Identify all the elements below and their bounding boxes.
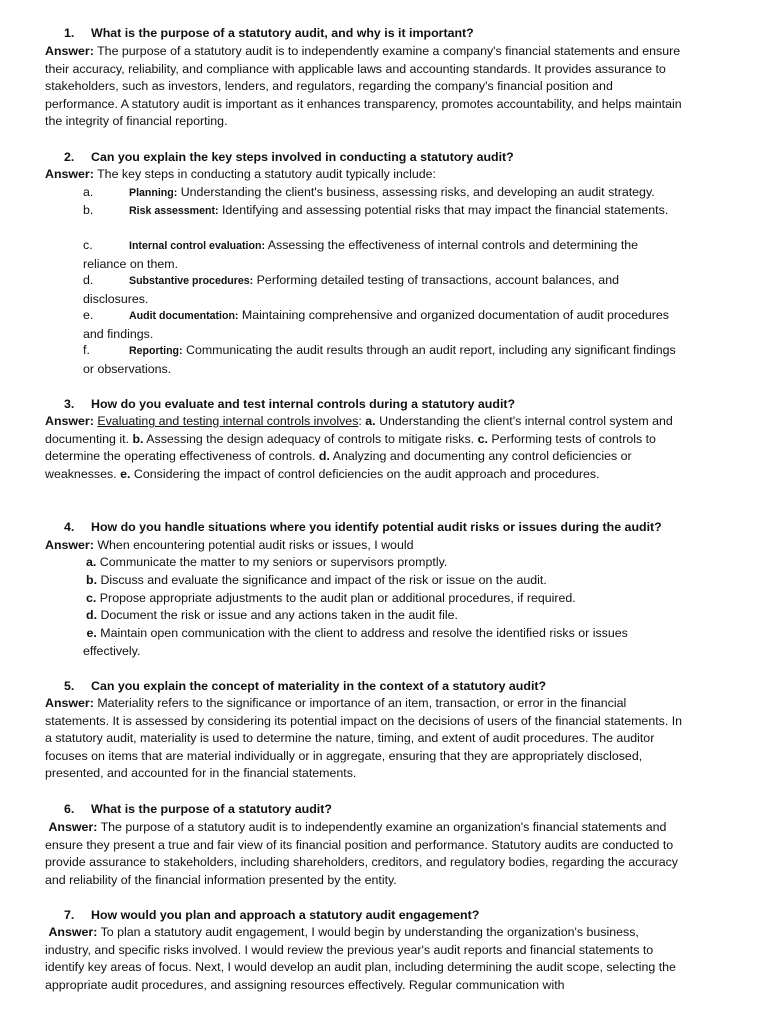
question-text: What is the purpose of a statutory audit, and why is it important? (91, 26, 474, 40)
part-letter: b. (132, 431, 144, 446)
answer-lead: Evaluating and testing internal controls involves (97, 414, 359, 428)
question-number: 1. (64, 26, 75, 40)
item-term: Audit documentation: (129, 310, 239, 322)
part-letter: c. (477, 431, 488, 446)
item-letter: c. (83, 238, 93, 252)
list-item (86, 607, 676, 625)
answer-text: The purpose of a statutory audit is to independently examine an organization's financial statements and ensure they present a true and fair view of its financial position and performance. Statutory audits are conducted to provide assurance to stakeholders, including shareholders, creditors, and regulatory bodies, regarding the accuracy and reliability of the financial information presented by the entity. (45, 820, 678, 887)
question-4 (64, 519, 662, 537)
question-text: What is the purpose of a statutory audit? (91, 802, 332, 816)
answer-text: The key steps in conducting a statutory audit typically include: (97, 167, 436, 181)
question-text: How would you plan and approach a statutory audit engagement? (91, 908, 480, 922)
answer-label: Answer: (45, 538, 94, 552)
item-text: Document the risk or issue and any actions taken in the audit file. (100, 608, 458, 622)
item-letter: f. (83, 343, 90, 357)
answer-label: Answer: (45, 696, 94, 710)
item-text: Assessing the effectiveness of internal controls and determining the reliance on them. (83, 238, 639, 271)
answer-label: Answer: (45, 44, 94, 58)
question-5 (64, 678, 546, 696)
answer-6 (45, 819, 683, 889)
item-letter: b. (86, 573, 98, 587)
part-letter: d. (318, 449, 330, 464)
item-term: Substantive procedures: (129, 275, 254, 287)
answer-label: Answer: (45, 167, 94, 181)
item-text: Identifying and assessing potential risks that may impact the financial statements. (221, 203, 669, 217)
answer-label: Answer: (48, 820, 98, 834)
part-letter: a. (365, 414, 376, 428)
answer-7 (45, 924, 683, 994)
question-text: How do you evaluate and test internal controls during a statutory audit? (91, 397, 516, 411)
part-text: Assessing the design adequacy of controls to mitigate risks. (146, 431, 475, 446)
item-text: Performing detailed testing of transactions, account balances, and disclosures. (83, 273, 619, 306)
question-3 (64, 396, 515, 414)
list-item (83, 184, 683, 203)
answer-2 (45, 166, 683, 184)
list-item (83, 307, 683, 343)
part-letter: e. (120, 466, 131, 481)
item-letter: e. (83, 308, 94, 322)
answer-3: Answer: Evaluating and testing internal controls involves: a. Understanding the client's internal control system and documenting it. b. Assessing the design adequacy of controls to mitigate risks. c. Performing tests of controls to determine the operating effectiveness of controls. d. Analyzing and documenting any control deficiencies or weaknesses. e. Considering the impact of control deficiencies on the audit approach and procedures. (45, 414, 673, 481)
item-text: Propose appropriate adjustments to the audit plan or additional procedures, if required. (99, 591, 576, 605)
item-letter: d. (83, 273, 94, 287)
list-item (83, 202, 683, 221)
question-number: 4. (64, 520, 75, 534)
item-letter: a. (86, 555, 97, 569)
item-letter: b. (83, 203, 94, 217)
answer-5 (45, 695, 683, 783)
answer-text: To plan a statutory audit engagement, I would begin by understanding the organization's business, industry, and specific risks involved. I would review the previous year's audit reports and financial statements to identify key areas of focus. Next, I would develop an audit plan, including determining the audit scope, selecting the appropriate audit procedures, and assigning resources effectively. Regular communication with (45, 925, 676, 992)
question-text: How do you handle situations where you identify potential audit risks or issues during the audit? (91, 520, 662, 534)
question-6 (64, 801, 332, 819)
list-item (83, 342, 683, 378)
answer-4 (45, 537, 683, 555)
item-term: Internal control evaluation: (129, 240, 265, 252)
item-text: Maintain open communication with the client to address and resolve the identified risks or issues effectively. (83, 626, 628, 658)
question-number: 3. (64, 397, 75, 411)
answer-text: The purpose of a statutory audit is to independently examine a company's financial statements and ensure their accuracy, reliability, and compliance with applicable laws and accounting standards. It provides assurance to stakeholders, such as investors, lenders, and regulators, regarding the company's financial position and performance. A statutory audit is important as it enhances transparency, promotes accountability, and helps maintain the integrity of financial reporting. (45, 44, 682, 129)
list-item (83, 625, 679, 660)
question-1 (64, 25, 474, 43)
item-letter: e. (86, 626, 97, 640)
part-text: Analyzing and documenting any control deficiencies or weaknesses. (45, 449, 632, 481)
item-text: Understanding the client's business, assessing risks, and developing an audit strategy. (180, 185, 655, 199)
item-term: Reporting: (129, 345, 183, 357)
answer-1 (45, 43, 683, 131)
list-item (86, 554, 676, 572)
item-text: Communicating the audit results through an audit report, including any significant findings or observations. (83, 343, 676, 376)
list-item (86, 590, 676, 608)
item-term: Planning: (129, 187, 178, 199)
question-7 (64, 907, 479, 925)
part-text: Understanding the client's internal control system and documenting it. (45, 414, 673, 446)
answer-label: Answer: (45, 414, 94, 428)
list-item (83, 272, 683, 308)
question-number: 6. (64, 802, 75, 816)
part-text: Performing tests of controls to determine the operating effectiveness of controls. (45, 431, 656, 464)
answer-text: Materiality refers to the significance or importance of an item, transaction, or error in the financial statements. It is assessed by considering its potential impact on the decisions of users of the financial statements. In a statutory audit, materiality is used to determine the nature, timing, and extent of audit procedures. The auditor focuses on items that are material individually or in aggregate, ensuring that they are appropriately disclosed, presented, and accounted for in the financial statements. (45, 696, 683, 781)
item-text: Discuss and evaluate the significance and impact of the risk or issue on the audit. (100, 573, 547, 587)
question-number: 5. (64, 679, 75, 693)
answer-text: When encountering potential audit risks or issues, I would (97, 538, 414, 552)
item-text: Communicate the matter to my seniors or supervisors promptly. (99, 555, 448, 569)
list-item (86, 572, 676, 590)
question-text: Can you explain the key steps involved in conducting a statutory audit? (91, 150, 514, 164)
question-text: Can you explain the concept of materiality in the context of a statutory audit? (91, 679, 547, 693)
question-2 (64, 149, 514, 167)
item-text: Maintaining comprehensive and organized documentation of audit procedures and findings. (83, 308, 669, 341)
list-item (83, 237, 683, 273)
item-term: Risk assessment: (129, 205, 219, 217)
item-letter: c. (86, 591, 97, 605)
part-text: Considering the impact of control deficiencies on the audit approach and procedures. (133, 466, 600, 481)
question-number: 7. (64, 908, 75, 922)
item-letter: a. (83, 185, 94, 199)
answer-label: Answer: (48, 925, 98, 939)
item-letter: d. (86, 608, 98, 622)
question-number: 2. (64, 150, 75, 164)
